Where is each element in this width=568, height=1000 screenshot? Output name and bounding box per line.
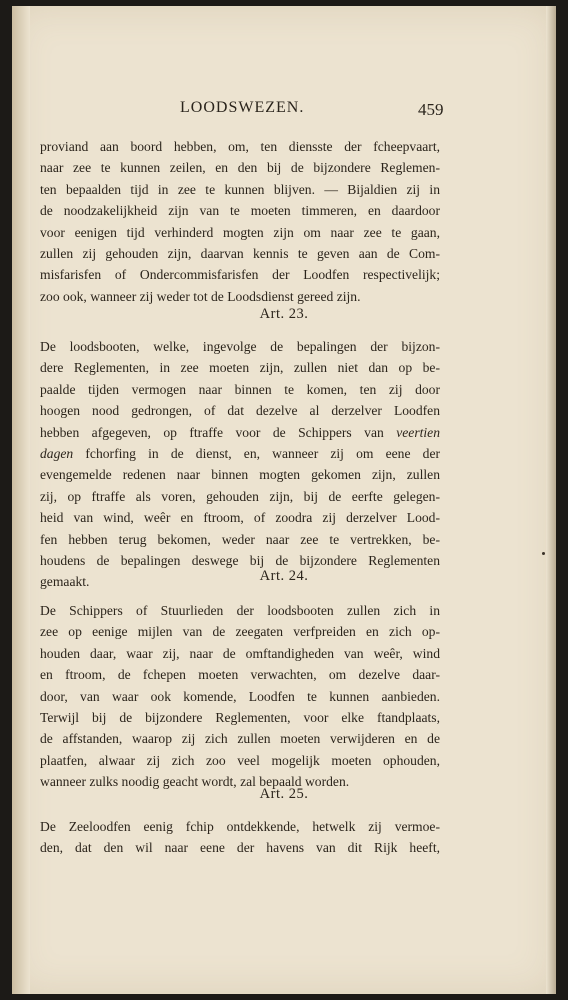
- text-line: houden daar, waar zij, naar de omftandigheden van weêr, wind: [40, 645, 440, 661]
- text-line: wanneer zulks noodig geacht wordt, zal bepaald worden.: [40, 774, 350, 790]
- article-heading-23: Art. 23.: [259, 306, 309, 322]
- text-line: De Zeeloodfen eenig fchip ontdekkende, hetwelk zij vermoe-: [40, 819, 440, 834]
- text-line: houdens de bepalingen deswege bij de bijzondere Reglementen: [40, 553, 440, 569]
- text-line: paalde tijden vermogen naar binnen te komen, ten zij door: [40, 381, 440, 397]
- text-line: en ftroom, de fchepen moeten verwachten, om dezelve daar-: [40, 667, 440, 683]
- text-line: naar zee te kunnen zeilen, en den bij de bijzondere Reglemen-: [40, 160, 440, 176]
- text-line: plaatfen, alwaar zij zich zoo veel mogelijk moeten ophouden,: [40, 752, 440, 768]
- running-head: [12, 99, 556, 123]
- book-page: [12, 6, 556, 994]
- text-line: dere Reglementen, in zee moeten zijn, zullen niet dan op be-: [40, 360, 440, 376]
- text-line: ten bepaalden tijd in zee te kunnen blijven. — Bijaldien zij in: [40, 181, 440, 197]
- text-line: De loodsbooten, welke, ingevolge de bepalingen der bijzon-: [40, 339, 440, 354]
- article-heading-25: Art. 25.: [259, 786, 309, 802]
- text-line-with-italic: [40, 443, 440, 464]
- page-number: 459: [418, 100, 444, 119]
- text-line: De Schippers of Stuurlieden der loodsbooten zullen zich in: [40, 603, 440, 618]
- text-line: gemaakt.: [40, 574, 90, 590]
- paragraph-continuation: [40, 136, 440, 307]
- italic-term: dagen: [40, 446, 74, 462]
- article-24-text: [40, 600, 440, 793]
- text-line: heid van wind, weêr en ftroom, of zoodra zij derzelver Lood-: [40, 510, 440, 526]
- text-line: zee op eenige mijlen van de zeegaten verfpreiden en zich op-: [40, 624, 440, 640]
- text-line: door, van waar ook komende, Loodfen te kunnen aanbieden.: [40, 688, 440, 704]
- text-line: proviand aan boord hebben, om, ten diensste der fcheepvaart,: [40, 139, 440, 154]
- text-line: de noodzakelijkheid zijn van te moeten timmeren, en daardoor: [40, 203, 440, 219]
- article-heading-24: Art. 24.: [259, 568, 309, 584]
- running-title: LOODSWEZEN.: [180, 99, 305, 116]
- article-23-text: [40, 336, 440, 593]
- text-line: zullen zij gehouden zijn, daarvan kennis te geven aan de Com-: [40, 246, 440, 262]
- article-25-text: [40, 816, 440, 859]
- text-line: hoogen nood gedrongen, of dat dezelve al derzelver Loodfen: [40, 403, 440, 419]
- page-gutter-shadow: [12, 6, 30, 994]
- text-line: den, dat den wil naar eene der havens van dit Rijk heeft,: [40, 840, 440, 856]
- page-edge-shadow: [546, 6, 556, 994]
- text-line: misfarisfen of Ondercommisfarisfen der Loodfen respectivelijk;: [40, 267, 440, 283]
- text-line: de affstanden, waarop zij zich zullen moeten verwijderen en de: [40, 731, 440, 747]
- italic-term: veertien: [396, 424, 441, 440]
- text-line: Terwijl bij de bijzondere Reglementen, voor elke ftandplaats,: [40, 710, 440, 726]
- text-fragment: hebben afgegeven, op ftraffe voor de Schippers van: [40, 424, 384, 440]
- text-line: zij, op ftraffe als voren, gehouden zijn, bij de eerfte gelegen-: [40, 488, 440, 504]
- text-line-with-italic: [40, 422, 440, 443]
- text-line: voor eenigen tijd verhinderd mogten zijn om naar zee te gaan,: [40, 224, 440, 240]
- text-line: zoo ook, wanneer zij weder tot de Loodsdienst gereed zijn.: [40, 288, 361, 304]
- text-fragment: fchorfing in de dienst, en, wanneer zij om eene der: [85, 446, 441, 462]
- text-line: fen hebben terug bekomen, weder naar zee te vertrekken, be-: [40, 531, 440, 547]
- ink-speck: [542, 552, 545, 555]
- text-line: evengemelde redenen naar binnen mogten gekomen zijn, zullen: [40, 467, 440, 483]
